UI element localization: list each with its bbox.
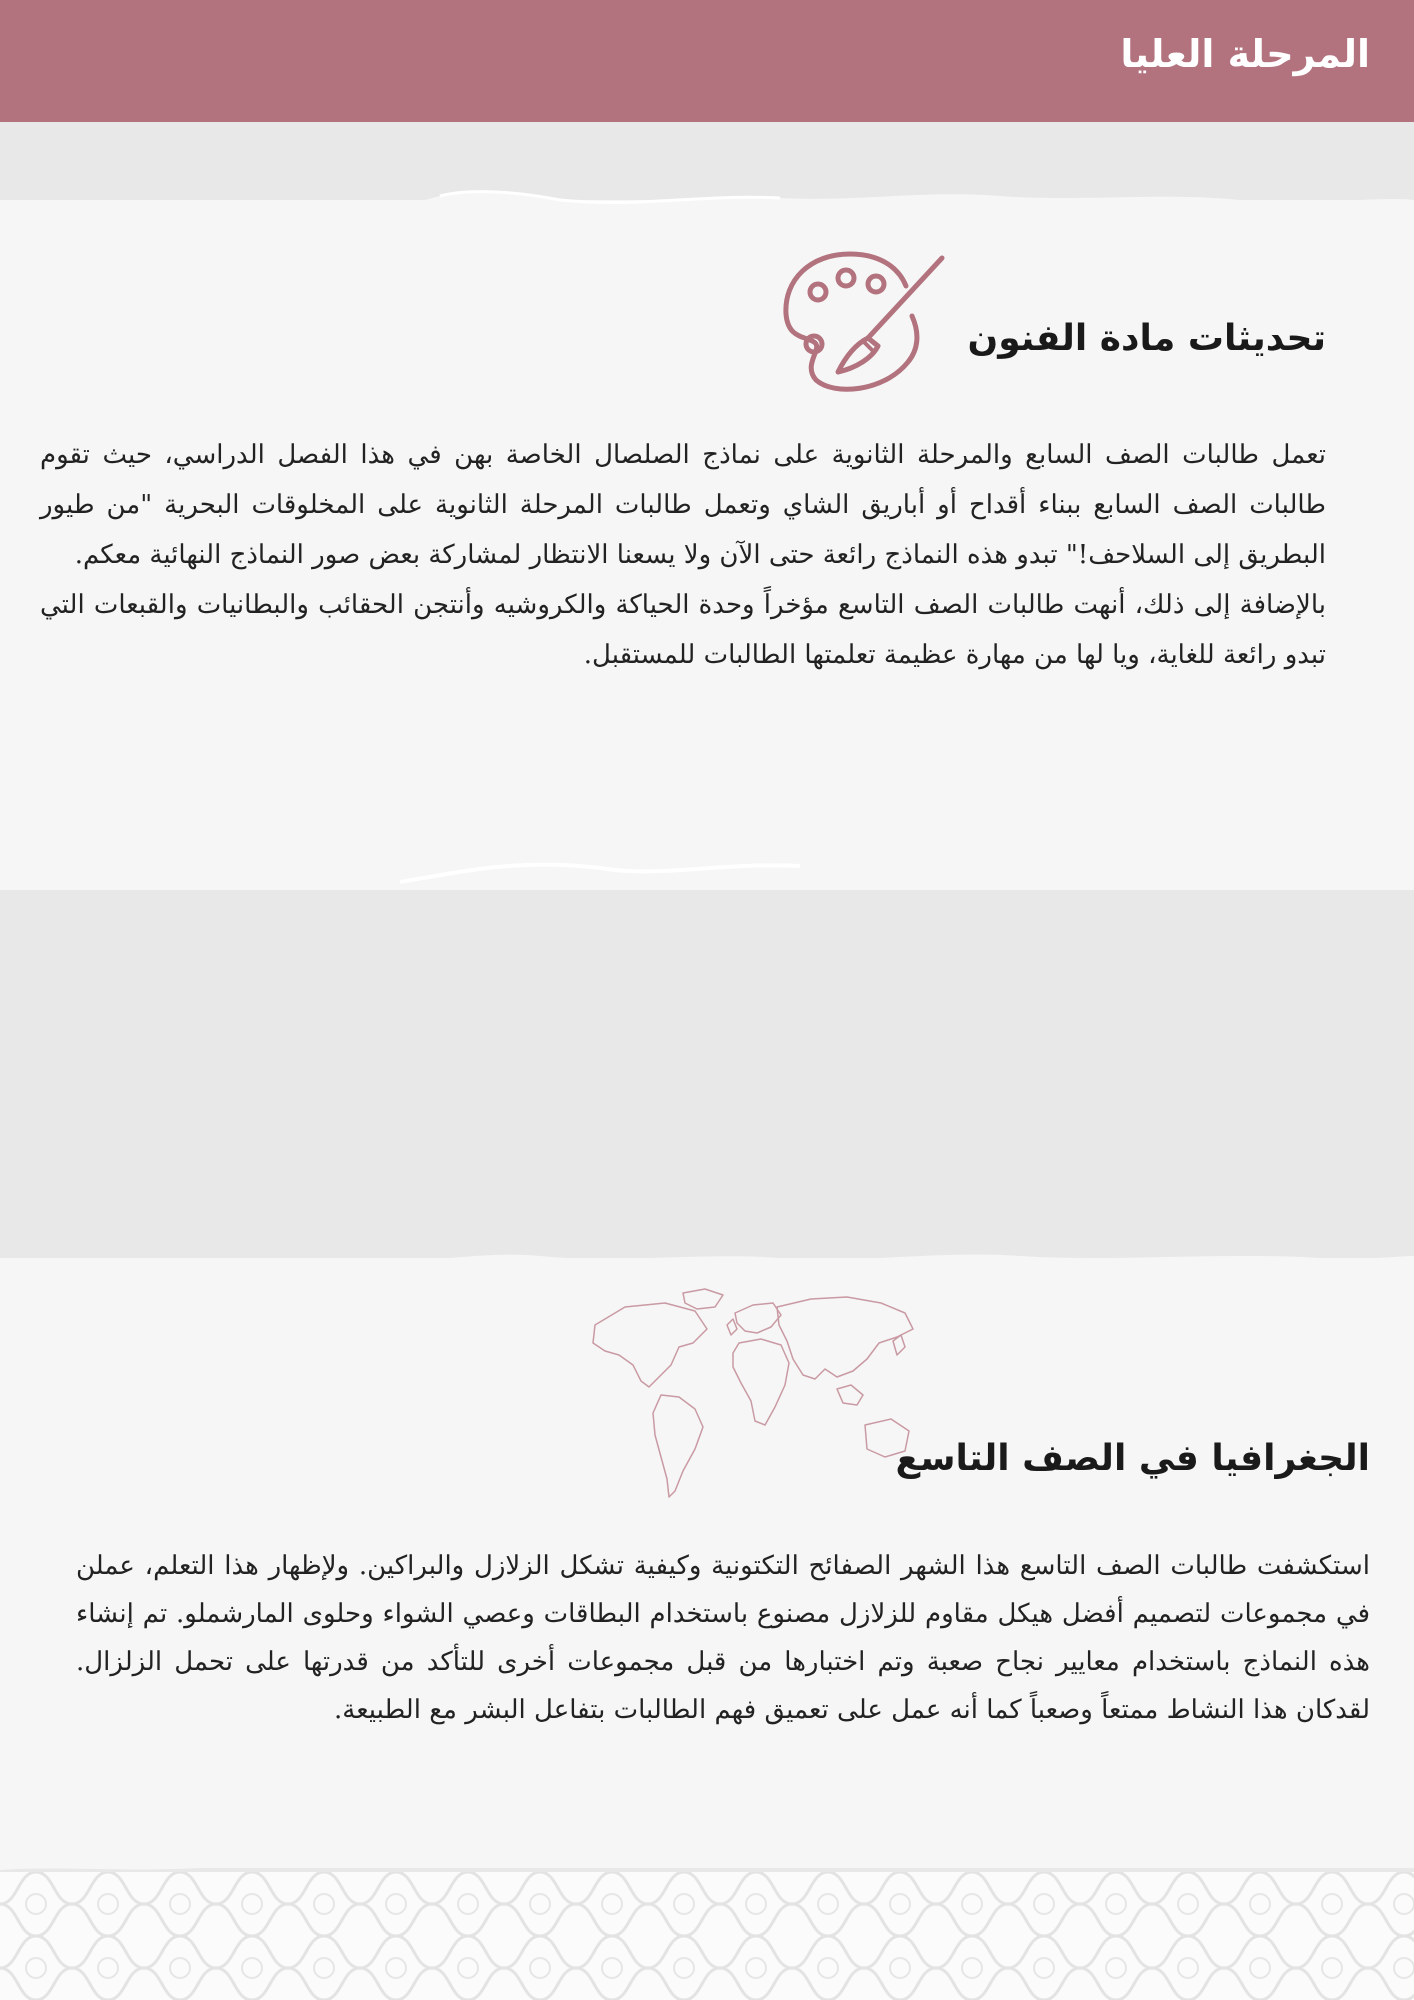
arts-section-title: تحديثات مادة الفنون [967, 318, 1326, 359]
arts-body [40, 430, 1326, 680]
torn-edge-top [0, 186, 1414, 226]
world-map-icon [575, 1285, 930, 1515]
header-title: المرحلة العليا [1120, 32, 1370, 76]
arts-paragraph-2: بالإضافة إلى ذلك، أنهت طالبات الصف التاسع مؤخراً وحدة الحياكة والكروشيه وأنتجن الحقائب والبطانيات والقبعات التي تبدو رائعة للغاية، ويا لها من مهارة عظيمة تعلمتها الطالبات للمستقبل. [40, 590, 1326, 670]
torn-edge-arts-bottom [0, 860, 1414, 920]
arts-paragraph-1: تعمل طالبات الصف السابع والمرحلة الثانوية على نماذج الصلصال الخاصة بهن في هذا الفصل الدراسي، حيث تقوم طالبات الصف السابع ببناء أقداح أو أباريق الشاي وتعمل طالبات المرحلة الثانوية على المخلوقات البحرية "من طيور البطريق إلى السلاحف!" تبدو هذه النماذج رائعة حتى الآن ولا يسعنا الانتظار لمشاركة بعض صور النماذج النهائية معكم. [40, 440, 1326, 570]
torn-edge-geography-top [0, 1240, 1414, 1280]
geography-section-title: الجغرافيا في الصف التاسع [895, 1438, 1370, 1479]
palette-brush-icon [780, 246, 950, 396]
geography-paragraph: استكشفت طالبات الصف التاسع هذا الشهر الصفائح التكتونية وكيفية تشكل الزلازل والبراكين. ولإظهار هذا التعلم، عملن في مجموعات لتصميم أفضل هيكل مقاوم للزلازل مصنوع باستخدام البطاقات وعصي الشواء وحلوى المارشملو. تم إنشاء هذه النماذج باستخدام معايير نجاح صعبة وتم اختبارها من قبل مجموعات أخرى للتأكد من قدرتها على تحمل الزلزال. لقدكان هذا النشاط ممتعاً وصعباً كما أنه عمل على تعميق فهم الطالبات بتفاعل البشر مع الطبيعة. [76, 1551, 1370, 1725]
geography-body [76, 1542, 1370, 1734]
decorative-lattice-pattern [0, 1872, 1414, 2000]
